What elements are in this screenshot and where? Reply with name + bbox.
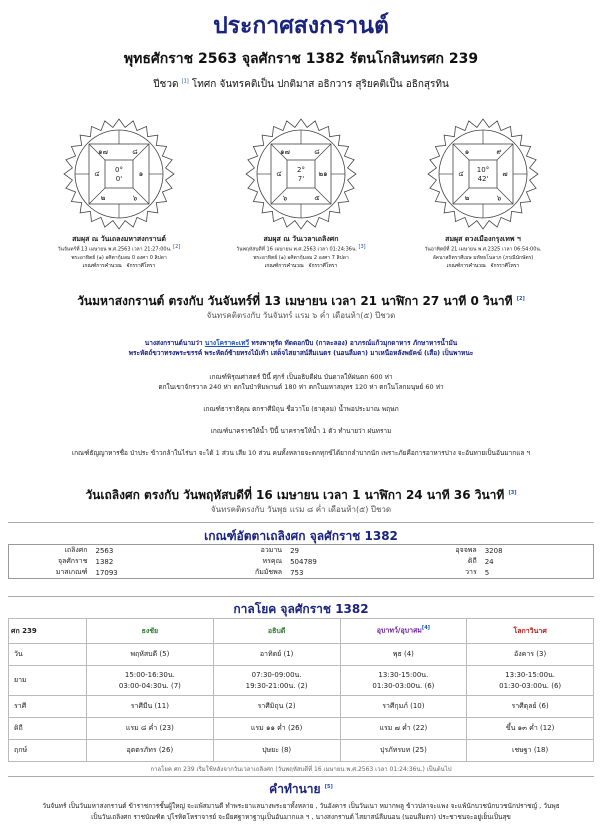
footnote-link-5[interactable]: [5]	[324, 784, 333, 790]
footnote-link-4[interactable]: [4]	[421, 625, 430, 632]
astro-key: จุลศักราช	[57, 557, 88, 565]
chart-house-glyph: ๘	[314, 148, 320, 156]
year-prefix: ปีชวด	[153, 79, 179, 90]
cell-line: 03:00-04:30น. (7)	[118, 681, 181, 690]
astro-key: หรคุณ	[262, 557, 283, 565]
page-title: ประกาศสงกรานต์	[213, 13, 389, 39]
chart-house-glyph: ๔	[94, 170, 100, 178]
songkran-date-text: วันมหาสงกรานต์ ตรงกับ วันจันทร์ที่ 13 เมษายน เวลา 21 นาฬิกา 27 นาที 0 วินาที	[77, 294, 513, 308]
column-header	[467, 619, 594, 644]
footnote-link-3[interactable]: [3]	[508, 490, 517, 496]
astro-value: 3208	[484, 546, 503, 555]
footnote-link-2[interactable]: [2]	[516, 296, 525, 302]
chart-center-value: 2°	[297, 166, 305, 174]
chart-caption-title: สมผุส ณ วันเวลาเถลิงศก	[263, 235, 339, 243]
goddess-line-1	[0, 339, 602, 348]
chart-center-value: 0'	[115, 175, 123, 183]
cell-line: 15:00-16:30น.	[124, 670, 175, 679]
chart-foot-a: เกณฑ์การคำนวณ	[446, 262, 486, 269]
chart-caption-foot	[201, 262, 401, 270]
chart-house-glyph: ๒๑	[318, 170, 328, 178]
table-row	[9, 696, 594, 718]
chart-center-value: 42'	[477, 175, 489, 183]
divider	[8, 596, 594, 597]
cell-line: 13:30-15:00น.	[505, 670, 556, 679]
chart-footnote-link[interactable]: [2]	[173, 244, 181, 250]
table-cell	[467, 666, 594, 696]
divider	[8, 776, 594, 777]
chart-caption-sun: ลัคนาสถิตราศีเมษ มหัทธโนลาภ (ภรณีนักษัตร)	[432, 254, 534, 261]
naga-rule: เกณฑ์นาคราชให้น้ำ ปีนี้ นาคราชให้น้ำ 1 ตัว ทำนายว่า ฝนทราม	[210, 427, 392, 435]
songkran-lunar: จันทรคติตรงกับ วันจันทร์ แรม ๖ ค่ำ เดือนห้า(๕) ปีชวด	[206, 311, 396, 320]
prophecy-line-1: วันจันทร์ เป็นวันมหาสงกรานต์ ข้าราชการชั้นผู้ใหญ่ จะแพ้สมานดี ทำพระยาแลนางพระยาทั้งหลาย , วันอังคาร เป็นวันเนา หมากพลู ข้าวปลาจะแพง จะแพ้นักบวชนักบวชนักปราชญ์ , วันพุธ	[42, 802, 560, 810]
table-cell: อุตตรภัทร (26)	[87, 740, 214, 762]
astro-value: 2563	[95, 546, 114, 555]
prophecy-line-2: เป็นวันเถลิงศก ราชบัณฑิต ปุโรหิตโหราจารย์ จะมียศฐาหาฐานุเป็นอันมากแล ฯ , นางสงกรานต์ ไสยาสน์ลืมนอน (นอนลืมตา) ประชาชนจะอยู่เย็นเป็นสุข	[91, 813, 511, 821]
chart-caption	[383, 235, 583, 270]
chart-house-glyph: ๒	[100, 194, 106, 202]
table-cell: ราศีมิถุน (2)	[213, 696, 340, 718]
table-cell	[340, 666, 467, 696]
astro-key: กัมมัชพล	[254, 568, 283, 576]
cell-line: 13:30-15:00น.	[378, 670, 429, 679]
astro-table	[8, 544, 594, 579]
table-cell: พุธ (4)	[340, 644, 467, 666]
chart-house-glyph: ๒	[464, 194, 470, 202]
table-row	[9, 545, 594, 557]
row-label: ฤกษ์	[9, 740, 87, 762]
column-header-label: อธิบดี	[267, 626, 286, 635]
column-header	[213, 619, 340, 644]
chart-caption-title: สมผุส ณ วันเถลงมหาสงกรานต์	[72, 235, 166, 243]
table-cell: อังคาร (3)	[467, 644, 594, 666]
table-cell	[87, 666, 214, 696]
chart-center-value: 0°	[115, 166, 123, 174]
horoscope-chart	[427, 118, 539, 230]
table-cell: ปุรภัทรบท (25)	[340, 740, 467, 762]
chart-house-glyph: ๑๗	[280, 148, 290, 156]
column-header	[87, 619, 214, 644]
chart-foot-b: จักรราศีโหรา	[490, 262, 520, 269]
chart-caption-date	[201, 243, 401, 254]
astro-table-heading: เกณฑ์อัตตาเถลิงศก จุลศักราช 1382	[204, 529, 398, 543]
table-cell: ปุษยะ (8)	[213, 740, 340, 762]
chart-footnote-link[interactable]: [3]	[358, 244, 366, 250]
astro-key: วาร	[465, 568, 477, 576]
astro-value: 753	[290, 568, 304, 577]
chart-caption-date	[19, 243, 219, 254]
row-label: วัน	[9, 644, 87, 666]
chart-date-text: วันอาทิตย์ที่ 21 เมษายน พ.ศ.2325 เวลา 06:54:00น.	[424, 246, 542, 253]
prophecy-heading-text: คำทำนาย	[269, 782, 321, 796]
goddess-intro: นางสงกรานต์นามว่า	[144, 339, 203, 347]
horoscope-chart	[245, 118, 357, 230]
chart-house-glyph: ๑	[464, 148, 470, 156]
table-cell: อาทิตย์ (1)	[213, 644, 340, 666]
astro-key: ดิถี	[467, 557, 477, 565]
cell-line: 07:30-09:00น.	[251, 670, 302, 679]
chart-foot-a: เกณฑ์การคำนวณ	[82, 262, 122, 269]
chart-house-glyph: ๔	[458, 170, 464, 178]
astro-value: 29	[290, 546, 300, 555]
column-header	[9, 619, 87, 644]
table-cell: ขึ้น ๑๓ ค่ำ (12)	[467, 718, 594, 740]
year-details: โทศก จันทรคติเป็น ปกติมาส อธิกวาร สุริยคติเป็น อธิกสุรทิน	[191, 79, 449, 90]
astro-value: 1382	[95, 557, 114, 566]
chart-caption-foot	[383, 262, 583, 270]
chart-caption-date	[383, 243, 583, 254]
prophecy-heading	[0, 780, 602, 799]
row-label: ยาม	[9, 666, 87, 696]
table-row	[9, 556, 594, 567]
table-row	[9, 740, 594, 762]
astro-value: 504789	[290, 557, 317, 566]
table-row	[9, 567, 594, 579]
chart-house-glyph: ๑๗	[98, 148, 108, 156]
water-rule: เกณฑ์ธาราธิคุณ ตกราศีมิถุน ชื่อวาโย (ธาตุลม) น้ำพอประมาณ พฤษภ	[203, 405, 399, 413]
chart-caption	[19, 235, 219, 270]
column-header-label: โลกาวินาศ	[513, 626, 547, 635]
chart-caption	[201, 235, 401, 270]
column-header	[340, 619, 467, 644]
cell-line: 19:30-21:00น. (2)	[245, 681, 308, 690]
table-row	[9, 644, 594, 666]
table-cell: ราศีกุมภ์ (10)	[340, 696, 467, 718]
column-header-label: ศก 239	[11, 626, 37, 635]
kala-note: กาลโยค ศก 239 เริ่มใช้หลังจากวันเวลาเถลิงศก (วันพฤหัสบดีที่ 16 เมษายน พ.ศ.2563 เวลา 01:24:36น.) เป็นต้นไป	[150, 766, 452, 773]
chart-date-text: วันจันทร์ที่ 13 เมษายน พ.ศ.2563 เวลา 21:27:00น.	[57, 246, 172, 253]
chart-center-value: 10°	[476, 166, 490, 174]
astro-key: มาสเกณฑ์	[55, 568, 88, 576]
row-label: ราศี	[9, 696, 87, 718]
table-header-row	[9, 619, 594, 644]
chart-house-glyph: ๙	[496, 148, 502, 156]
table-cell	[213, 666, 340, 696]
table-cell: แรม ๑๑ ค่ำ (26)	[213, 718, 340, 740]
footnote-link-1[interactable]: [1]	[181, 78, 189, 85]
chart-house-glyph: ๔	[276, 170, 282, 178]
chart-date-text: วันพฤหัสบดีที่ 16 เมษายน พ.ศ.2563 เวลา 01:24:36น.	[236, 246, 357, 253]
goddess-line-2: พระหัตถ์ขวาทรงพระขรรค์ พระหัตถ์ซ้ายทรงไม้เท้า เสด็จไสยาสน์สีมเนตร (นอนลืมตา) มาเหนือหลังพยัคฆ์ (เสือ) เป็นพาหนะ	[128, 349, 474, 357]
chart-house-glyph: ๕	[314, 194, 320, 202]
chart-caption-sun: พระอาทิตย์ (๑) อศิตากุ้มลม 2 องศา 7 ลิปดา	[253, 254, 349, 261]
astro-key: อุจจพล	[455, 546, 477, 554]
horoscope-chart	[63, 118, 175, 230]
table-cell: เชษฐา (18)	[467, 740, 594, 762]
table-cell: พฤหัสบดี (5)	[87, 644, 214, 666]
astro-value: 24	[484, 557, 494, 566]
chart-foot-b: จักรราศีโหรา	[126, 262, 156, 269]
row-label: ดิถี	[9, 718, 87, 740]
chart-center-value: 7'	[297, 175, 305, 183]
astro-key: อวมาน	[260, 546, 283, 554]
chart-house-glyph: ๗	[502, 170, 508, 178]
astro-value: 17093	[95, 568, 118, 577]
kala-table	[8, 618, 594, 762]
column-header-label: อุบาทว์/อุบาสม	[376, 626, 422, 635]
table-cell: ราศีมีน (11)	[87, 696, 214, 718]
table-cell: ราศีตุลย์ (6)	[467, 696, 594, 718]
chart-foot-b: จักรราศีโหรา	[308, 262, 338, 269]
table-cell: แรม ๗ ค่ำ (22)	[340, 718, 467, 740]
thaloeng-date-text: วันเถลิงศก ตรงกับ วันพฤหัสบดีที่ 16 เมษายน เวลา 1 นาฬิกา 24 นาที 36 วินาที	[85, 488, 505, 502]
astro-value: 5	[484, 568, 490, 577]
thaloeng-lunar: จันทรคติตรงกับ วันพุธ แรม ๘ ค่ำ เดือนห้า(๕) ปีชวด	[210, 505, 392, 514]
year-line	[0, 77, 602, 92]
cell-line: 01:30-03:00น. (6)	[372, 681, 435, 690]
table-cell: แรม ๘ ค่ำ (23)	[87, 718, 214, 740]
table-row	[9, 718, 594, 740]
column-header-label: ธงชัย	[141, 626, 159, 635]
chart-foot-a: เกณฑ์การคำนวณ	[264, 262, 304, 269]
page-subtitle: พุทธศักราช 2563 จุลศักราช 1382 รัตนโกสินทรศก 239	[123, 51, 479, 67]
table-row	[9, 666, 594, 696]
chart-caption-foot	[19, 262, 219, 270]
chart-house-glyph: ๖	[132, 194, 138, 202]
chart-house-glyph: ๖	[496, 194, 502, 202]
astro-key: เถลิงศก	[64, 546, 88, 554]
cell-line: 01:30-03:00น. (6)	[499, 681, 562, 690]
chart-house-glyph: ๑	[138, 170, 144, 178]
rain-distribution: ตกในเขาจักรวาล 240 ห่า ตกในป่าหิมพานต์ 180 ห่า ตกในมหาสมุทร 120 ห่า ตกในโลกมนุษย์ 60 ห่า	[158, 383, 444, 391]
kala-table-heading: กาลโยค จุลศักราช 1382	[233, 602, 369, 616]
chart-caption-title: สมผุส ดวงเมืองกรุงเทพ ฯ	[445, 235, 521, 243]
rain-rule: เกณฑ์พิรุณศาสตร์ ปีนี้ ศุกร์ เป็นอธิบดีฝน บันดาลให้ฝนตก 600 ห่า	[209, 373, 393, 381]
goddess-attire: ทรงพาหุรัด ทัดดอกปีบ (กาละลอง) อาภรณ์แก้วมุกดาหาร ภักษาหารน้ำมัน	[251, 339, 458, 347]
divider	[8, 522, 594, 523]
chart-caption-sun: พระอาทิตย์ (๑) อศิตากุ้มลม 0 องศา 0 ลิปดา	[71, 254, 167, 261]
harvest-rule: เกณฑ์ธัญญาหารชื่อ ป่าประ ข้าวกล้าในไร่นา จะได้ 1 ส่วน เสีย 10 ส่วน คนทั้งหลายจะตกทุกข์ได้ยากลำบากนัก เพราะภัยคือการอาหารบ่าง จะอันทายเป็นอันมากแล ฯ	[71, 449, 531, 457]
chart-house-glyph: ๘	[132, 148, 138, 156]
goddess-name-link[interactable]: นางโคราคะเทวี	[204, 339, 250, 347]
chart-house-glyph: ๖	[282, 194, 288, 202]
